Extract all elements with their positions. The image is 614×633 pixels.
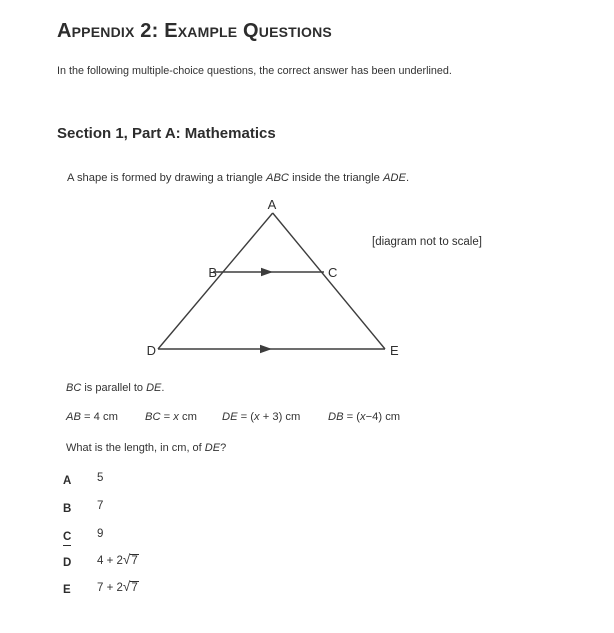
option-row [63, 499, 104, 521]
option-letter: B [63, 503, 72, 515]
text-segment: inside the triangle [289, 172, 383, 184]
triangle-side-left [158, 213, 273, 349]
text-segment: DE [204, 442, 221, 454]
option-letter-correct: C [63, 530, 71, 546]
text-segment: ? [220, 442, 227, 454]
text-segment: BC [66, 382, 82, 394]
text-segment: . [161, 382, 165, 394]
text-segment: + 3) cm [259, 411, 301, 423]
option-row [63, 471, 104, 493]
text-segment: = ( [343, 411, 361, 423]
text-segment: 7 [131, 555, 138, 567]
vertex-label-a: A [267, 197, 277, 212]
text-segment: DE [146, 382, 162, 394]
option-value [97, 553, 139, 568]
option-letter: E [63, 584, 71, 596]
question-intro [67, 171, 409, 185]
text-segment: ADE [382, 172, 406, 184]
text-segment: AB [66, 411, 81, 423]
question-text [66, 441, 226, 455]
intro-text: In the following multiple-choice questions, the correct answer has been underlined. [57, 65, 452, 77]
text-segment: −4) cm [365, 411, 401, 423]
parallel-arrow-de [260, 345, 272, 353]
text-segment: 4 + 2 [97, 555, 123, 567]
text-segment: x [254, 411, 260, 423]
option-letter: A [63, 475, 72, 487]
equation-bc [145, 411, 197, 423]
text-segment: 7 + 2 [97, 582, 123, 594]
text-segment: √ [122, 579, 131, 594]
parallel-statement [66, 381, 164, 395]
text-segment: . [405, 172, 410, 184]
option-value [97, 527, 103, 541]
section-heading: Section 1, Part A: Mathematics [57, 125, 276, 142]
vertex-label-c: C [328, 265, 338, 280]
equation-db [328, 411, 400, 423]
equation-de [222, 411, 300, 423]
triangle-side-right [273, 213, 385, 349]
text-segment: is parallel to [81, 382, 147, 394]
parallel-arrow-bc [261, 268, 273, 276]
text-segment: x [173, 411, 179, 423]
text-segment: 7 [97, 500, 104, 512]
text-segment: 5 [97, 472, 104, 484]
vertex-label-b: B [208, 265, 217, 280]
text-segment: x [360, 411, 366, 423]
option-value [97, 580, 139, 595]
option-row [63, 552, 138, 575]
text-segment: ABC [266, 172, 290, 184]
text-segment: = 4 cm [80, 411, 118, 423]
text-segment: = [160, 411, 174, 423]
option-row [63, 527, 104, 549]
vertex-label-e: E [390, 343, 399, 358]
text-segment: A shape is formed by drawing a triangle [67, 172, 266, 184]
option-letter: D [63, 557, 72, 569]
option-row [63, 579, 138, 602]
page-title: Appendix 2: Example Questions [57, 20, 332, 42]
option-value [97, 471, 103, 485]
text-segment: 7 [131, 582, 138, 594]
vertex-label-d: D [146, 343, 156, 358]
text-segment: √ [122, 552, 131, 567]
triangle-diagram [140, 190, 610, 365]
text-segment: DE [222, 411, 238, 423]
text-segment: What is the length, in cm, of [66, 442, 205, 454]
option-value [97, 499, 103, 513]
text-segment: cm [178, 411, 197, 423]
given-measurements [0, 411, 614, 427]
answer-options [63, 471, 363, 611]
text-segment: BC [145, 411, 161, 423]
text-segment: = ( [237, 411, 255, 423]
text-segment: 9 [97, 528, 104, 540]
text-segment: DB [328, 411, 344, 423]
diagram-scale-note: [diagram not to scale] [372, 236, 482, 248]
equation-ab [66, 411, 118, 423]
